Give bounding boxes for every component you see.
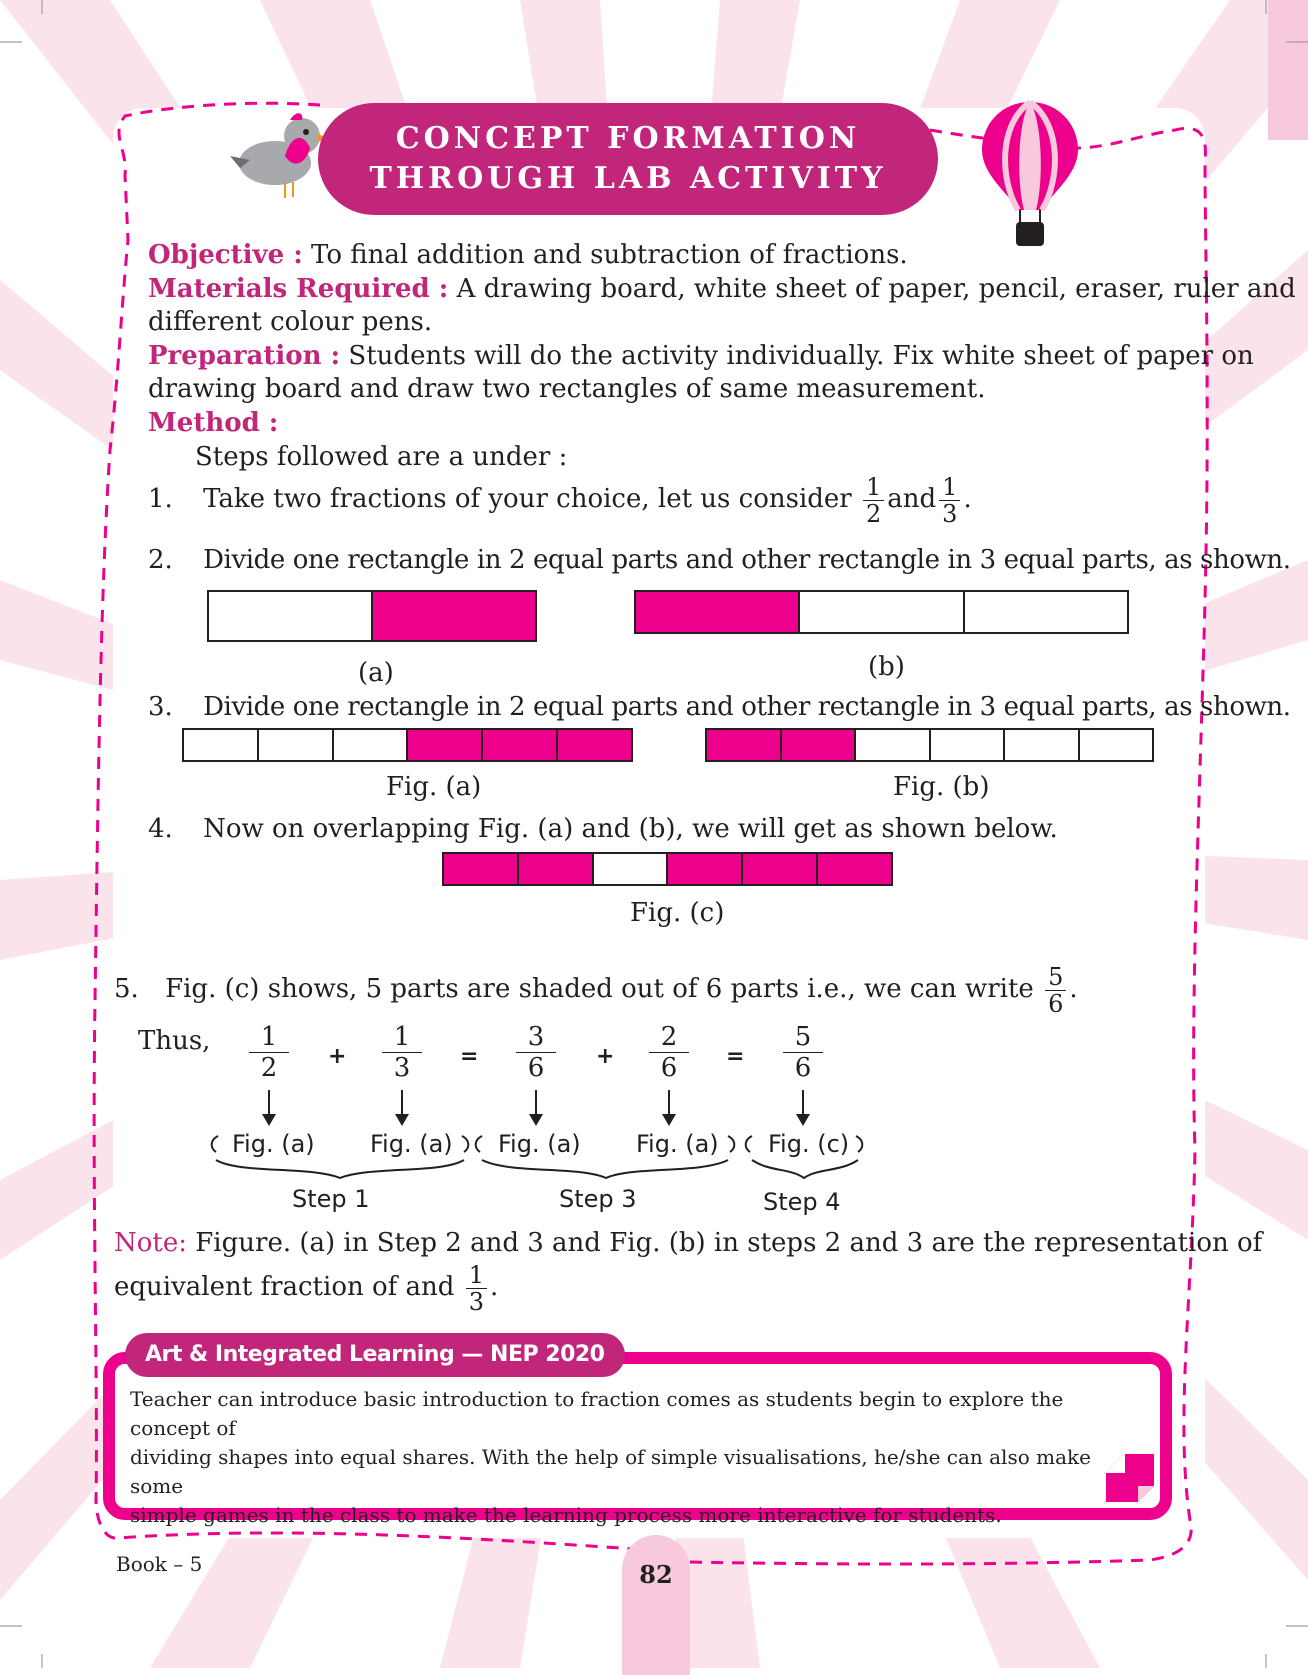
empty-cell bbox=[931, 730, 1006, 760]
preparation bbox=[148, 339, 1254, 373]
down-arrow-icon bbox=[268, 1090, 270, 1116]
step-3-text: Divide one rectangle in 2 equal parts and other rectangle in 3 equal parts, as shown. bbox=[203, 692, 1291, 722]
step-1-num: 1. bbox=[148, 484, 173, 514]
art-line-1: Teacher can introduce basic introduction to fraction comes as students begin to explore the concept of bbox=[130, 1387, 1064, 1440]
down-arrow-icon bbox=[535, 1090, 537, 1116]
method-label: Method : bbox=[148, 408, 279, 438]
shaded-cell bbox=[707, 730, 782, 760]
caption-fig-a: Fig. (a) bbox=[386, 772, 482, 802]
shaded-cell bbox=[636, 592, 800, 632]
fig-label-5: Fig. (c) bbox=[768, 1130, 850, 1158]
numerator: 1 bbox=[939, 474, 960, 501]
step-3 bbox=[148, 690, 1291, 724]
fraction-one-third-note bbox=[466, 1262, 487, 1315]
caption-fig-b: Fig. (b) bbox=[893, 772, 990, 802]
note-line-2 bbox=[114, 1258, 498, 1316]
title-banner bbox=[318, 103, 938, 215]
step-label-4: Step 4 bbox=[763, 1188, 841, 1216]
empty-cell bbox=[1080, 730, 1153, 760]
shaded-cell bbox=[408, 730, 483, 760]
numerator: 1 bbox=[863, 474, 884, 501]
note-end: . bbox=[489, 1272, 499, 1302]
numerator: 1 bbox=[249, 1022, 289, 1053]
plus-sign: + bbox=[328, 1044, 347, 1069]
shaded-cell bbox=[782, 730, 857, 760]
denominator: 6 bbox=[1048, 989, 1064, 1018]
shaded-cell bbox=[668, 854, 743, 884]
empty-cell bbox=[209, 592, 373, 640]
numerator: 1 bbox=[382, 1022, 422, 1053]
art-line-2: dividing shapes into equal shares. With the help of simple visualisations, he/she can also make some bbox=[130, 1445, 1091, 1498]
title-line-1: CONCEPT FORMATION bbox=[395, 121, 861, 156]
shaded-cell bbox=[373, 592, 535, 640]
empty-cell bbox=[594, 854, 669, 884]
art-learning-title: Art & Integrated Learning — NEP 2020 bbox=[125, 1333, 625, 1377]
denominator: 2 bbox=[260, 1053, 278, 1083]
step-5 bbox=[114, 960, 1078, 1018]
denominator: 2 bbox=[866, 499, 882, 528]
step-1-and: and bbox=[887, 484, 937, 514]
note-text-1: Figure. (a) in Step 2 and 3 and Fig. (b) in steps 2 and 3 are the representation of bbox=[187, 1228, 1263, 1258]
note bbox=[114, 1226, 1262, 1260]
shaded-cell bbox=[558, 730, 631, 760]
empty-cell bbox=[965, 592, 1127, 632]
step-4-num: 4. bbox=[148, 814, 173, 844]
down-arrow-icon bbox=[401, 1090, 403, 1116]
art-line-3: simple games in the class to make the learning process more interactive for students. bbox=[130, 1503, 1002, 1527]
hot-air-balloon-icon bbox=[980, 100, 1080, 250]
objective-text: To final addition and subtraction of fractions. bbox=[302, 240, 908, 270]
denominator: 3 bbox=[468, 1287, 484, 1316]
caption-a: (a) bbox=[358, 658, 394, 688]
materials bbox=[148, 272, 1296, 306]
step-label-3: Step 3 bbox=[559, 1185, 637, 1213]
equals-sign-2: = bbox=[726, 1044, 745, 1069]
rectangle-sixths-b bbox=[705, 728, 1154, 762]
materials-label: Materials Required : bbox=[148, 274, 449, 304]
step-4 bbox=[148, 812, 1058, 846]
step-1-end: . bbox=[963, 484, 972, 514]
step-5-end: . bbox=[1069, 974, 1078, 1004]
step-2-text: Divide one rectangle in 2 equal parts and other rectangle in 3 equal parts, as shown. bbox=[203, 545, 1291, 575]
empty-cell bbox=[334, 730, 409, 760]
note-label: Note: bbox=[114, 1228, 187, 1258]
plus-sign-2: + bbox=[596, 1044, 615, 1069]
numerator: 5 bbox=[1045, 964, 1066, 991]
fraction-one-third bbox=[939, 474, 960, 527]
shaded-cell bbox=[483, 730, 558, 760]
rectangle-halves bbox=[207, 590, 537, 642]
fig-label-1: Fig. (a) bbox=[232, 1130, 315, 1158]
shaded-cell bbox=[818, 854, 891, 884]
book-label: Book – 5 bbox=[116, 1552, 203, 1576]
shaded-cell bbox=[743, 854, 818, 884]
step-3-num: 3. bbox=[148, 692, 173, 722]
empty-cell bbox=[1005, 730, 1080, 760]
fraction-five-sixths bbox=[1045, 964, 1066, 1017]
thus-label: Thus, bbox=[138, 1026, 211, 1056]
fig-label-4: Fig. (a) bbox=[636, 1130, 719, 1158]
method-intro: Steps followed are a under : bbox=[195, 442, 568, 472]
step-5-num: 5. bbox=[114, 974, 139, 1004]
step-1 bbox=[148, 470, 972, 528]
shaded-cell bbox=[444, 854, 519, 884]
art-learning-text bbox=[130, 1385, 1130, 1530]
rectangle-sixths-a bbox=[182, 728, 633, 762]
empty-cell bbox=[800, 592, 964, 632]
title-line-2: THROUGH LAB ACTIVITY bbox=[369, 161, 887, 196]
shaded-cell bbox=[519, 854, 594, 884]
denominator: 3 bbox=[393, 1053, 411, 1083]
numerator: 1 bbox=[466, 1262, 487, 1289]
step-label-1: Step 1 bbox=[292, 1185, 370, 1213]
grouping-braces bbox=[200, 1130, 880, 1190]
denominator: 3 bbox=[942, 499, 958, 528]
eq-frac-4 bbox=[649, 1022, 689, 1083]
objective-label: Objective : bbox=[148, 240, 303, 270]
fig-label-2: Fig. (a) bbox=[370, 1130, 453, 1158]
empty-cell bbox=[856, 730, 931, 760]
page-number: 82 bbox=[639, 1560, 673, 1589]
rectangle-thirds bbox=[634, 590, 1129, 634]
numerator: 2 bbox=[649, 1022, 689, 1053]
eq-frac-3 bbox=[516, 1022, 556, 1083]
step-4-text: Now on overlapping Fig. (a) and (b), we will get as shown below. bbox=[203, 814, 1058, 844]
preparation-text-2: drawing board and draw two rectangles of same measurement. bbox=[148, 374, 986, 404]
page-number-tab bbox=[622, 1535, 690, 1675]
materials-text-1: A drawing board, white sheet of paper, pencil, eraser, ruler and bbox=[448, 274, 1296, 304]
step-1-text: Take two fractions of your choice, let us consider bbox=[203, 484, 852, 514]
fig-label-3: Fig. (a) bbox=[498, 1130, 581, 1158]
step-2-num: 2. bbox=[148, 545, 173, 575]
equals-sign: = bbox=[460, 1044, 479, 1069]
rectangle-overlap-c bbox=[442, 852, 893, 886]
materials-text-2: different colour pens. bbox=[148, 307, 433, 337]
down-arrow-icon bbox=[668, 1090, 670, 1116]
preparation-label: Preparation : bbox=[148, 341, 341, 371]
eq-frac-1 bbox=[249, 1022, 289, 1083]
eq-frac-5 bbox=[783, 1022, 823, 1083]
denominator: 6 bbox=[794, 1053, 812, 1083]
step-2 bbox=[148, 543, 1291, 577]
fraction-one-half bbox=[863, 474, 884, 527]
down-arrow-icon bbox=[802, 1090, 804, 1116]
caption-fig-c: Fig. (c) bbox=[630, 898, 725, 928]
caption-b: (b) bbox=[868, 652, 905, 682]
denominator: 6 bbox=[527, 1053, 545, 1083]
objective bbox=[148, 238, 908, 272]
eq-frac-2 bbox=[382, 1022, 422, 1083]
numerator: 5 bbox=[783, 1022, 823, 1053]
empty-cell bbox=[259, 730, 334, 760]
bird-icon bbox=[230, 108, 330, 203]
note-text-2: equivalent fraction of and bbox=[114, 1272, 455, 1302]
denominator: 6 bbox=[660, 1053, 678, 1083]
step-5-text: Fig. (c) shows, 5 parts are shaded out of 6 parts i.e., we can write bbox=[165, 974, 1034, 1004]
preparation-text-1: Students will do the activity individually. Fix white sheet of paper on bbox=[340, 341, 1254, 371]
numerator: 3 bbox=[516, 1022, 556, 1053]
empty-cell bbox=[184, 730, 259, 760]
